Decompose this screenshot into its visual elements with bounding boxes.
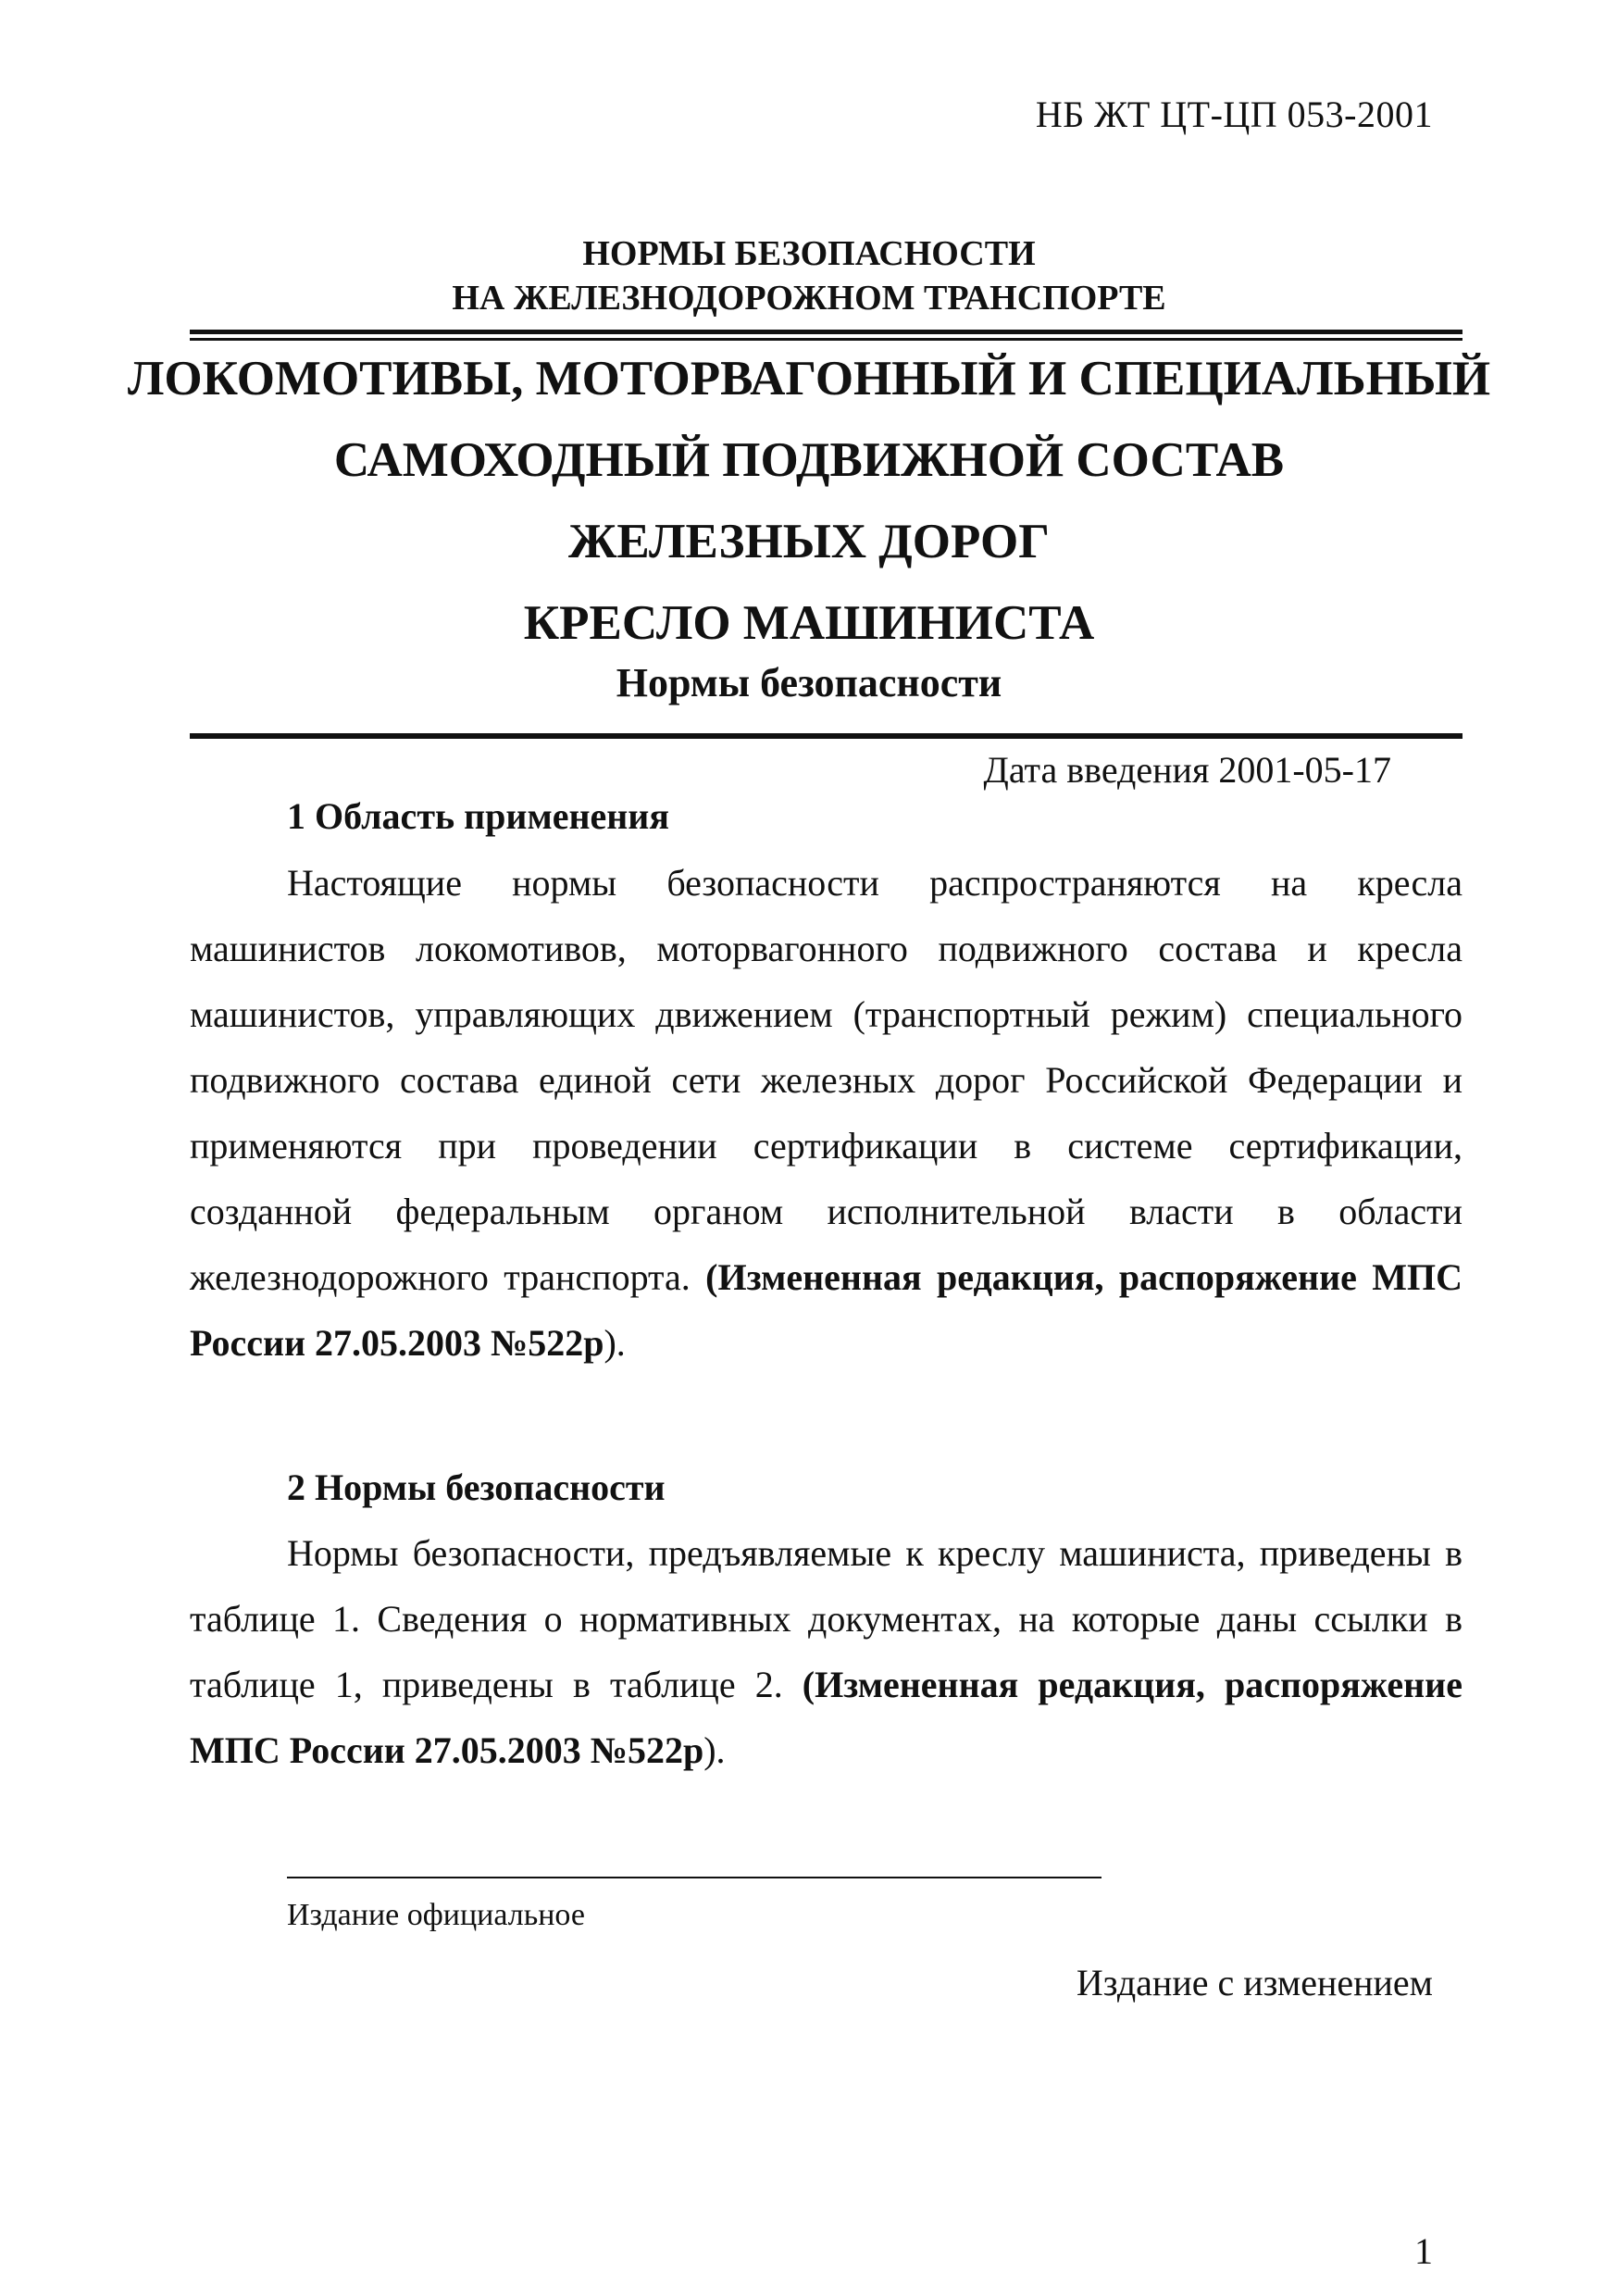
amendment-note: (Измененная редакция, распоряжение МПС России 27.05.2003 №522р (190, 1256, 1462, 1364)
amendment-note: (Измененная редакция, распоряжение МПС России 27.05.2003 №522р (190, 1664, 1462, 1771)
document-subtitle: Нормы безопасности (616, 660, 1002, 705)
document-code: НБ ЖТ ЦТ-ЦП 053-2001 (1035, 94, 1433, 135)
paragraph-text: Настоящие нормы безопасности распространяются на кресла машинистов локомотивов, моторвагонного подвижного состава и кресла машинистов, управляющих движением (транспортный режим) специального подвижного состава единой сети железных дорог Российской Федерации и применяются при проведении сертификации в системе сертификации, созданной федеральным органом исполнительной власти в области железнодорожного транспорта. (190, 862, 1462, 1298)
title-line: КРЕСЛО МАШИНИСТА (523, 596, 1095, 650)
page-number: 1 (1414, 2230, 1433, 2272)
title-line: ЖЕЛЕЗНЫХ ДОРОГ (567, 515, 1050, 568)
official-edition-note: Издание официальное (287, 1898, 585, 1932)
paragraph-tail: ). (604, 1322, 626, 1364)
paragraph-text: Нормы безопасности, предъявляемые к креслу машиниста, приведены в таблице 1. Сведения о нормативных документах, на которые даны ссылки в таблице 1, приведены в таблице 2. (190, 1532, 1462, 1705)
header-title (0, 231, 1618, 320)
header-title-line: НОРМЫ БЕЗОПАСНОСТИ (582, 234, 1036, 273)
document-title (0, 338, 1618, 664)
section-paragraph (190, 1520, 1462, 1783)
amended-edition-note: Издание с изменением (1076, 1962, 1433, 2003)
section-heading: 1 Область применения (287, 795, 669, 837)
title-bottom-rule (190, 733, 1462, 739)
title-line: ЛОКОМОТИВЫ, МОТОРВАГОННЫЙ И СПЕЦИАЛЬНЫЙ (127, 352, 1491, 406)
title-line: САМОХОДНЫЙ ПОДВИЖНОЙ СОСТАВ (333, 433, 1285, 487)
footnote-rule (287, 1877, 1101, 1878)
section-heading: 2 Нормы безопасности (287, 1466, 666, 1508)
header-title-line: НА ЖЕЛЕЗНОДОРОЖНОМ ТРАНСПОРТЕ (452, 279, 1166, 318)
paragraph-tail: ). (703, 1729, 726, 1771)
introduction-date: Дата введения 2001-05-17 (983, 749, 1391, 791)
section-paragraph (190, 850, 1462, 1376)
